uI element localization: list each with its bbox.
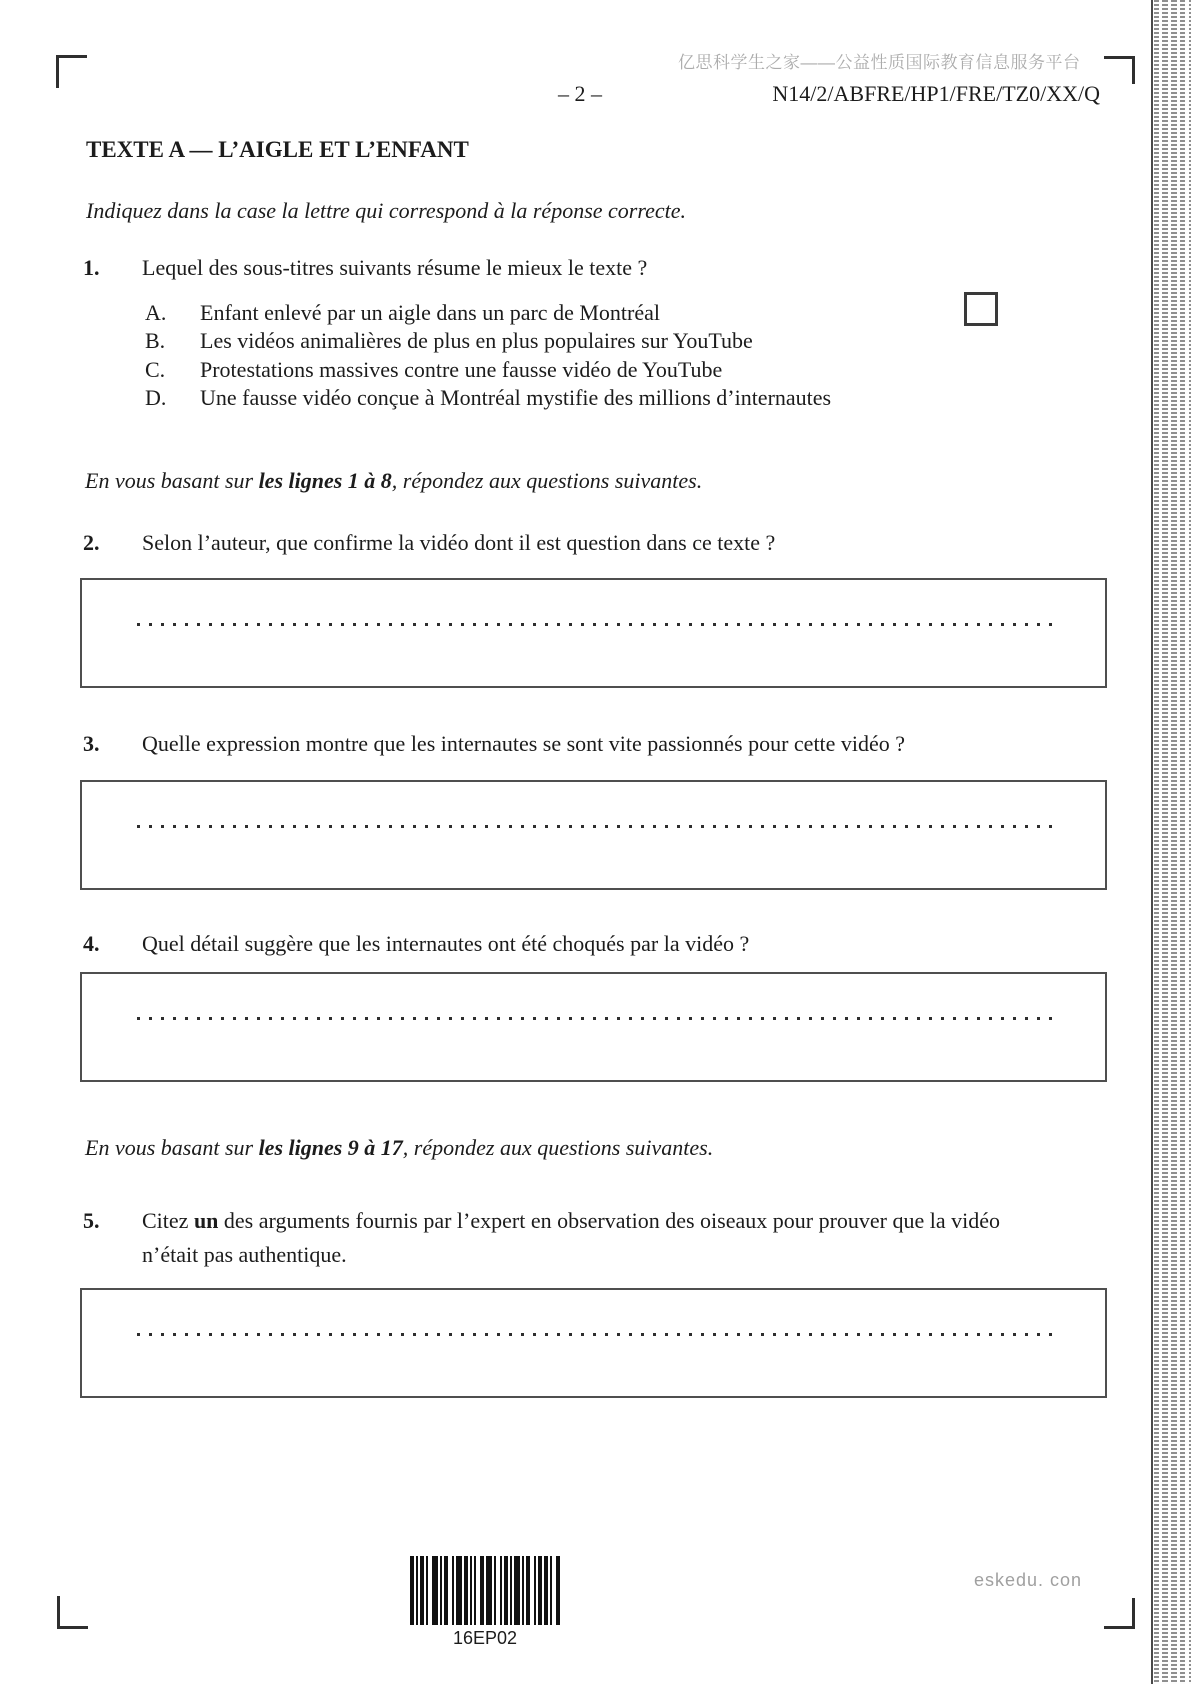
option-c-letter: C. (145, 357, 166, 382)
question-4-text: Quel détail suggère que les internautes ont été choqués par la vidéo ? (142, 931, 750, 956)
question-5 (83, 1207, 1000, 1235)
question-2 (83, 529, 775, 557)
question-1 (83, 254, 647, 282)
option-b-letter: B. (145, 328, 166, 353)
question-5-line2: n’était pas authentique. (142, 1242, 347, 1267)
option-b-text: Les vidéos animalières de plus en plus populaires sur YouTube (200, 328, 753, 353)
question-5-text-prefix: Citez (142, 1208, 194, 1233)
option-d-text: Une fausse vidéo conçue à Montréal mystifie des millions d’internautes (200, 385, 832, 410)
question-5-text-suffix: des arguments fournis par l’expert en observation des oiseaux pour prouver que la vidéo (218, 1208, 1001, 1233)
section-note-2 (85, 1134, 713, 1162)
footer-site-label: eskedu. con (974, 1570, 1083, 1590)
question-3 (83, 730, 905, 758)
question-4-number: 4. (83, 931, 100, 956)
answer-box-q4[interactable] (80, 972, 1107, 1082)
question-1-text: Lequel des sous-titres suivants résume le mieux le texte ? (142, 255, 648, 280)
answer-dotted-line (137, 1333, 1052, 1336)
crop-mark-bottom-left (57, 1596, 88, 1629)
option-row-c (145, 356, 722, 384)
question-3-number: 3. (83, 731, 100, 756)
answer-dotted-line (137, 1017, 1052, 1020)
answer-box-q5[interactable] (80, 1288, 1107, 1398)
answer-checkbox-q1[interactable] (964, 292, 998, 326)
option-row-a (145, 299, 660, 327)
section-note-2-suffix: , répondez aux questions suivantes. (402, 1135, 714, 1160)
barcode (410, 1556, 560, 1625)
option-d-letter: D. (145, 385, 167, 410)
option-a-text: Enfant enlevé par un aigle dans un parc de Montréal (200, 300, 660, 325)
question-5-text-bold: un (193, 1208, 219, 1233)
page-number: – 2 – (558, 81, 602, 106)
option-c-text: Protestations massives contre une fausse vidéo de YouTube (200, 357, 723, 382)
section-note-1-suffix: , répondez aux questions suivantes. (391, 468, 703, 493)
option-row-d (145, 384, 831, 412)
crop-mark-bottom-right (1104, 1598, 1135, 1629)
page-edge-texture (1151, 0, 1191, 1684)
section-title: TEXTE A — L’AIGLE ET L’ENFANT (86, 137, 469, 162)
section-note-1-prefix: En vous basant sur (85, 468, 259, 493)
watermark-text: 亿思科学生之家——公益性质国际教育信息服务平台 (678, 53, 1081, 72)
question-2-text: Selon l’auteur, que confirme la vidéo dont il est question dans ce texte ? (142, 530, 776, 555)
crop-mark-top-right (1104, 56, 1135, 84)
option-a-letter: A. (145, 300, 167, 325)
question-4 (83, 930, 749, 958)
question-2-number: 2. (83, 530, 100, 555)
option-row-b (145, 327, 753, 355)
answer-dotted-line (137, 825, 1052, 828)
answer-box-q3[interactable] (80, 780, 1107, 890)
barcode-label: 16EP02 (452, 1628, 518, 1648)
exam-reference-code: N14/2/ABFRE/HP1/FRE/TZ0/XX/Q (772, 81, 1100, 106)
crop-mark-top-left (56, 55, 87, 88)
question-3-text: Quelle expression montre que les internautes se sont vite passionnés pour cette vidéo ? (142, 731, 906, 756)
question-5-number: 5. (83, 1208, 100, 1233)
answer-dotted-line (137, 623, 1052, 626)
section-note-2-bold: les lignes 9 à 17 (258, 1135, 403, 1160)
instruction-line: Indiquez dans la case la lettre qui correspond à la réponse correcte. (86, 198, 687, 223)
section-note-1 (85, 467, 702, 495)
section-note-1-bold: les lignes 1 à 8 (258, 468, 392, 493)
question-1-number: 1. (83, 255, 100, 280)
section-note-2-prefix: En vous basant sur (85, 1135, 259, 1160)
answer-box-q2[interactable] (80, 578, 1107, 688)
